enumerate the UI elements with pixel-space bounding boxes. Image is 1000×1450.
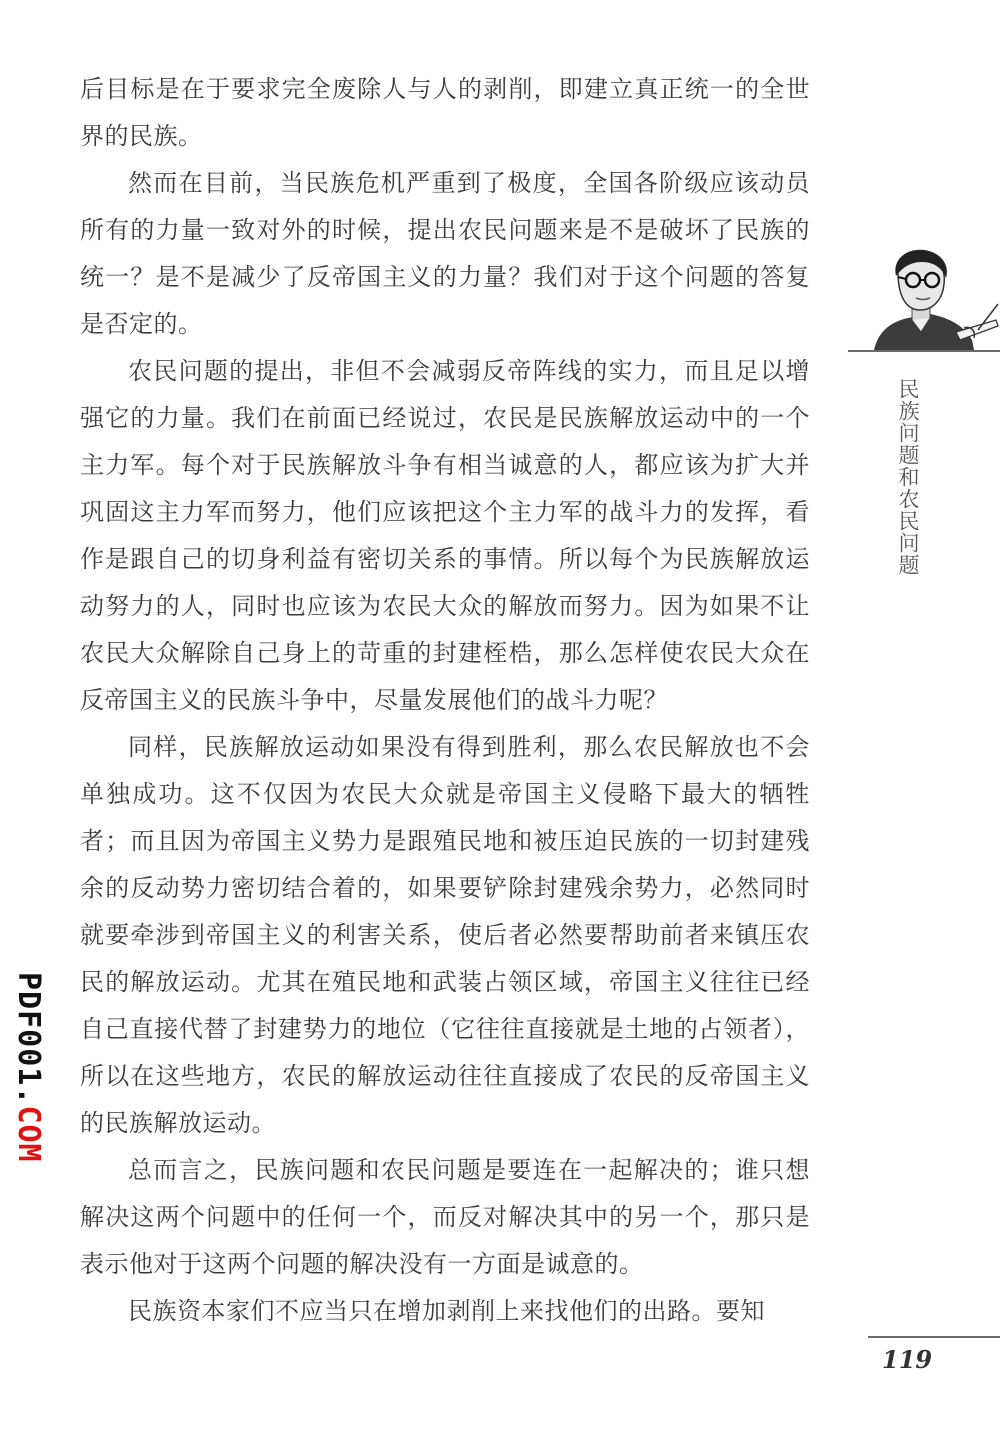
page-body bbox=[80, 66, 810, 1335]
watermark-suffix: COM bbox=[11, 1105, 46, 1163]
paragraph-3: 农民问题的提出，非但不会减弱反帝阵线的实力，而且足以增强它的力量。我们在前面已经说过，农民是民族解放运动中的一个主力军。每个对于民族解放斗争有相当诚意的人，都应该为扩大并巩固这主力军而努力，他们应该把这个主力军的战斗力的发挥，看作是跟自己的切身利益有密切关系的事情。所以每个为民族解放运动努力的人，同时也应该为农民大众的解放而努力。因为如果不让农民大众解除自己身上的苛重的封建桎梏，那么怎样使农民大众在反帝国主义的民族斗争中，尽量发展他们的战斗力呢？ bbox=[80, 357, 810, 714]
header-rule bbox=[848, 350, 1000, 352]
author-portrait bbox=[868, 248, 1000, 350]
running-head: 民族问题和农民问题 bbox=[896, 378, 920, 576]
paragraph-1: 后目标是在于要求完全废除人与人的剥削，即建立真正统一的全世界的民族。 bbox=[80, 75, 810, 150]
paragraph-2: 然而在目前，当民族危机严重到了极度，全国各阶级应该动员所有的力量一致对外的时候，提出农民问题来是不是破坏了民族的统一？是不是减少了反帝国主义的力量？我们对于这个问题的答复是否定的。 bbox=[80, 169, 810, 338]
page-number: 119 bbox=[882, 1345, 933, 1374]
watermark bbox=[4, 972, 48, 1163]
watermark-prefix: PDF001. bbox=[11, 972, 46, 1106]
footer-rule bbox=[868, 1336, 1000, 1338]
paragraph-5: 总而言之，民族问题和农民问题是要连在一起解决的；谁只想解决这两个问题中的任何一个，而反对解决其中的另一个，那只是表示他对于这两个问题的解决没有一方面是诚意的。 bbox=[80, 1156, 810, 1278]
paragraph-6: 民族资本家们不应当只在增加剥削上来找他们的出路。要知 bbox=[128, 1297, 765, 1325]
paragraph-4: 同样，民族解放运动如果没有得到胜利，那么农民解放也不会单独成功。这不仅因为农民大众就是帝国主义侵略下最大的牺牲者；而且因为帝国主义势力是跟殖民地和被压迫民族的一切封建残余的反动势力密切结合着的，如果要铲除封建残余势力，必然同时就要牵涉到帝国主义的利害关系，使后者必然要帮助前者来镇压农民的解放运动。尤其在殖民地和武装占领区域，帝国主义往往已经自己直接代替了封建势力的地位（它往往直接就是土地的占领者），所以在这些地方，农民的解放运动往往直接成了农民的反帝国主义的民族解放运动。 bbox=[80, 733, 810, 1137]
